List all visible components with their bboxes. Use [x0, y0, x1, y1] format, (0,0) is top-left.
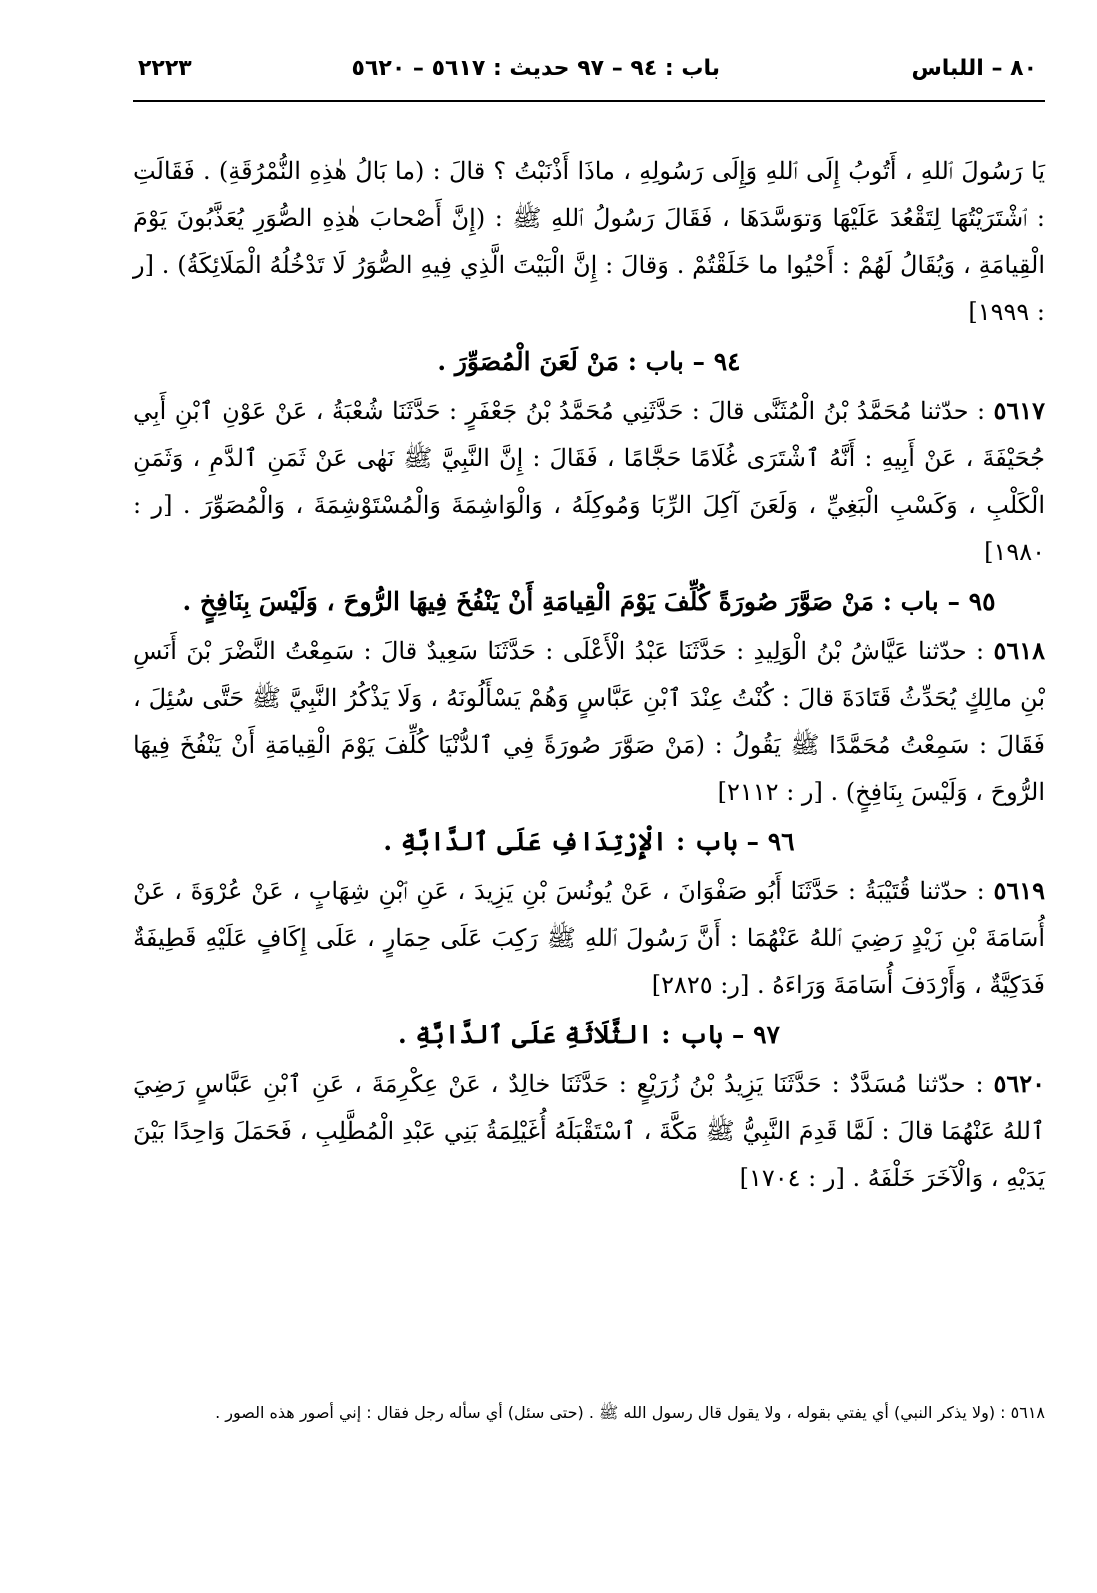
hadith-text: : حدّثنا مُسَدَّدٌ : حَدَّثَنَا يَزِيدُ بْنُ زُرَيْعٍ : حَدَّثَنَا خالِدٌ ، عَنْ عِكْرِمَةَ ، عَنِ ٱبْنِ عَبَّاسٍ رَضِيَ ٱللهُ عَنْهُمَا قالَ : لَمَّا قَدِمَ النَّبِيُّ ﷺ مَكَّةَ ، ٱسْتَقْبَلَهُ أُغَيْلِمَةُ بَنِي عَبْدِ الْمُطَّلِبِ ، فَحَمَلَ وَاحِدًا بَيْنَ يَدَيْهِ ، وَالْآخَرَ خَلْفَهُ . [ر : ١٧٠٤]	[133, 1070, 1045, 1192]
running-header	[133, 52, 1045, 92]
hadith-number: ٥٦١٧	[993, 396, 1045, 425]
chapter-heading-94: ٩٤ – باب : مَنْ لَعَنَ الْمُصَوِّرَ .	[437, 347, 741, 376]
continued-hadith-paragraph: يَا رَسُولَ ٱللهِ ، أَتُوبُ إِلَى ٱللهِ وَإِلَى رَسُولِهِ ، ماذَا أَذْنَبْتُ ؟ قالَ : (ما بَالُ هٰذِهِ النُّمْرُقَةِ) . فَقَالَتِ : ٱشْتَرَيْتُهَا لِتَقْعُدَ عَلَيْهَا وَتوَسَّدَهَا ، فَقَالَ رَسُولُ ٱللهِ ﷺ : (إِنَّ أَصْحابَ هٰذِهِ الصُّوَرِ يُعَذَّبُونَ يَوْمَ الْقِيامَةِ ، وَيُقَالُ لَهُمْ : أَحْيُوا ما خَلَقْتُمْ . وَقالَ : إِنَّ الْبَيْتَ الَّذِي فِيهِ الصُّوَرُ لَا تَدْخُلُهُ الْمَلَائِكَةُ) . [ر : ١٩٩٩]	[133, 157, 1045, 326]
hadith-number: ٥٦١٩	[993, 876, 1045, 905]
page-number: ٢٢٢٣	[138, 56, 192, 81]
hadith-text: : حدّثنا مُحَمَّدُ بْنُ الْمُثَنَّى قالَ : حَدَّثَنِي مُحَمَّدُ بْنُ جَعْفَرٍ : حَدَّثَنَا شُعْبَةُ ، عَنْ عَوْنِ ٱبْنِ أَبِي جُحَيْفَةَ ، عَنْ أَبِيهِ : أَنَّهُ ٱشْتَرَى غُلَامًا حَجَّامًا ، فَقَالَ : إِنَّ النَّبِيَّ ﷺ نَهٰى عَنْ ثَمَنِ ٱلدَّمِ ، وَثَمَنِ الْكَلْبِ ، وَكَسْبِ الْبَغِيِّ ، وَلَعَنَ آكِلَ الرِّبَا وَمُوكِلَهُ ، وَالْوَاشِمَةَ وَالْمُسْتَوْشِمَةَ ، وَالْمُصَوِّرَ . [ر : ١٩٨٠]	[133, 397, 1045, 566]
hadith-5618	[133, 627, 1045, 816]
hadith-text: : حدّثنا عَيَّاشُ بْنُ الْوَلِيدِ : حَدَّثَنَا عَبْدُ الْأَعْلَى : حَدَّثَنَا سَعِيدٌ قالَ : سَمِعْتُ النَّضْرَ بْنَ أَنَسِ بْنِ مالِكٍ يُحَدِّثُ قَتَادَةَ قالَ : كُنْتُ عِنْدَ ٱبْنِ عَبَّاسٍ وَهُمْ يَسْأَلُونَهُ ، وَلَا يَذْكُرُ النَّبِيَّ ﷺ حَتَّى سُئِلَ ، فَقَالَ : سَمِعْتُ مُحَمَّدًا ﷺ يَقُولُ : (مَنْ صَوَّرَ صُورَةً فِي ٱلدُّنْيَا كُلِّفَ يَوْمَ الْقِيامَةِ أَنْ يَنْفُخَ فِيهَا الرُّوحَ ، وَلَيْسَ بِنَافِخٍ) . [ر : ٢١١٢]	[133, 637, 1045, 806]
chapter-references: باب : ٩٤ – ٩٧ حديث : ٥٦١٧ – ٥٦٢٠	[351, 56, 720, 81]
hadith-number: ٥٦٢٠	[993, 1069, 1045, 1098]
hadith-5620	[133, 1060, 1045, 1202]
hadith-5619	[133, 867, 1045, 1009]
hadith-text: : حدّثنا قُتَيْبَةُ : حَدَّثَنَا أَبُو صَفْوَانَ ، عَنْ يُونُسَ بْنِ يَزِيدَ ، عَنِ ٱبْنِ شِهَابٍ ، عَنْ عُرْوَةَ ، عَنْ أُسَامَةَ بْنِ زَيْدٍ رَضِيَ ٱللهُ عَنْهُمَا : أَنَّ رَسُولَ ٱللهِ ﷺ رَكِبَ عَلَى حِمَارٍ ، عَلَى إِكَافٍ عَلَيْهِ قَطِيفَةٌ فَدَكِيَّةٌ ، وَأَرْدَفَ أُسَامَةَ وَرَاءَهُ . [ر: ٢٨٢٥]	[133, 877, 1045, 999]
hadith-number: ٥٦١٨	[993, 636, 1045, 665]
chapter-heading-96: ٩٦ – باب : الْإِرْتِدَافِ عَلَى ٱلدَّابَّةِ .	[383, 827, 795, 856]
footnote-5618: ٥٦١٨ : (ولا يذكر النبي) أي يفتي بقوله ، ولا يقول قال رسول الله ﷺ . (حتى سئل) أي سأله رجل فقال : إني أصور هذه الصور .	[215, 1403, 1045, 1422]
main-text	[133, 148, 1045, 1202]
chapter-heading-97: ٩٧ – باب : الثَّلَاثَةِ عَلَى ٱلدَّابَّةِ .	[398, 1020, 780, 1049]
chapter-title: ٨٠ – اللباس	[911, 56, 1037, 81]
footnotes	[133, 1396, 1045, 1430]
chapter-heading-95: ٩٥ – باب : مَنْ صَوَّرَ صُورَةً كُلِّفَ يَوْمَ الْقِيامَةِ أَنْ يَنْفُخَ فِيهَا الرُّوحَ ، وَلَيْسَ بِنَافِخٍ .	[182, 587, 996, 616]
header-divider	[133, 100, 1045, 102]
hadith-5617	[133, 387, 1045, 576]
